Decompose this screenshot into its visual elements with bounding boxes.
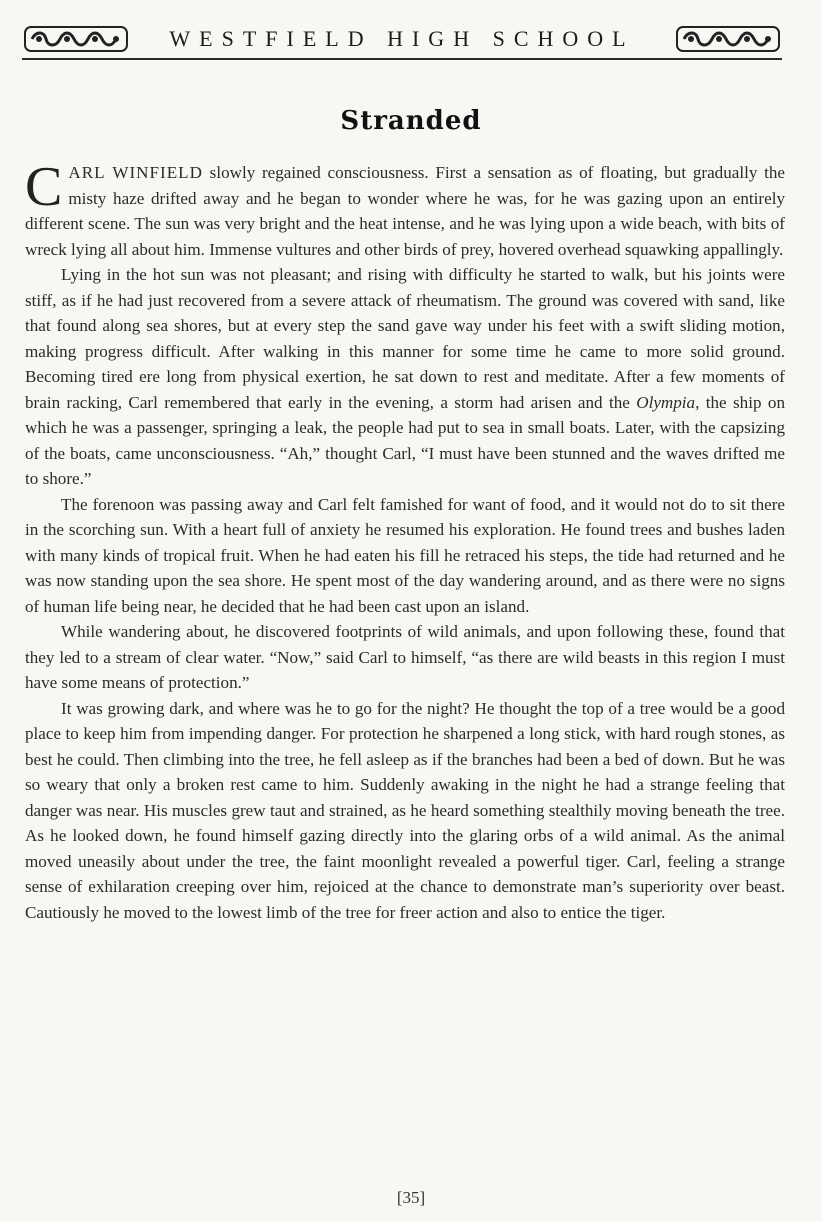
page-number: [35]	[396, 1188, 426, 1207]
paragraph-4: While wandering about, he discovered footprints of wild animals, and upon following these, found that they led to a stream of clear water. “Now,” said Carl to himself, “as there are wild beasts in this region I must have some means of protection.”	[25, 622, 785, 692]
paragraph-5: It was growing dark, and where was he to go for the night? He thought the top of a tree would be a good place to keep him from impending danger. For protection he sharpened a long stick, with hard rough stones, as best he could. Then climbing into the tree, he fell asleep as if the branches had been a bed of down. But he was so weary that only a broken rest came to him. Suddenly awaking in the night he had a strange feeling that danger was near. His muscles grew taut and strained, as he heard something stealthily moving beneath the tree. As he looked down, he found himself gazing directly into the glaring orbs of a wild animal. As the animal moved uneasily about under the tree, the faint moonlight revealed a powerful tiger. Carl, feeling a strange sense of exhilaration creeping over him, rejoiced at the chance to demonstrate man’s superiority over beast. Cautiously he moved to the lowest limb of the tree for freer action and also to entice the tiger.	[25, 698, 785, 922]
paragraph-2	[25, 262, 785, 492]
lead-caps: ARL WINFIELD	[68, 163, 203, 182]
ship-name: Olympia,	[636, 392, 700, 412]
paragraph-text: slowly regained consciousness. First a sensation as of floating, but gradually the misty haze drifted away and he began to wonder where he was, for he was gazing upon an entirely different scene. The sun was very bright and the heat intense, and he was lying upon a wide beach, with bits of wreck lying all about him. Immense vultures and other birds of prey, hovered overhead squawking appallingly.	[25, 163, 785, 259]
paragraph-3: The forenoon was passing away and Carl felt famished for want of food, and it would not do to sit there in the scorching sun. With a heart full of anxiety he resumed his exploration. He found trees and bushes laden with many kinds of tropical fruit. When he had eaten his fill he retraced his steps, the tide had returned and he was now standing upon the sea shore. He spent most of the day wandering around, and as there were no signs of human life being near, he decided that he had been cast upon an island.	[25, 494, 785, 616]
school-name: WESTFIELD HIGH SCHOOL	[169, 26, 635, 51]
drop-cap: C	[25, 156, 63, 218]
story-title: Stranded	[340, 106, 482, 136]
story-body	[25, 156, 786, 925]
paragraph-text: the ship on which he was a passenger, springing a leak, the people had put to sea in small boats. Later, with the capsizing of the boats, came unconsciousness. “Ah,” thought Carl, “I must have been stunned and the waves drifted me to shore.”	[25, 392, 786, 488]
running-header	[22, 20, 782, 60]
paragraph-1	[25, 156, 785, 262]
paragraph-text: Lying in the hot sun was not pleasant; and rising with difficulty he started to walk, but his joints were stiff, as if he had just recovered from a severe attack of rheumatism. The ground was covered with sand, like that found along sea shores, but at every step the sand gave way under his feet with a swift sliding motion, making progress difficult. After walking in this manner for some time he came to more solid ground. Becoming tired ere long from physical exertion, he sat down to rest and meditate. After a few moments of brain racking, Carl remembered that early in the evening, a storm had arisen and the	[25, 265, 785, 412]
ornament-icon	[676, 26, 780, 52]
ornament-icon	[24, 26, 128, 52]
